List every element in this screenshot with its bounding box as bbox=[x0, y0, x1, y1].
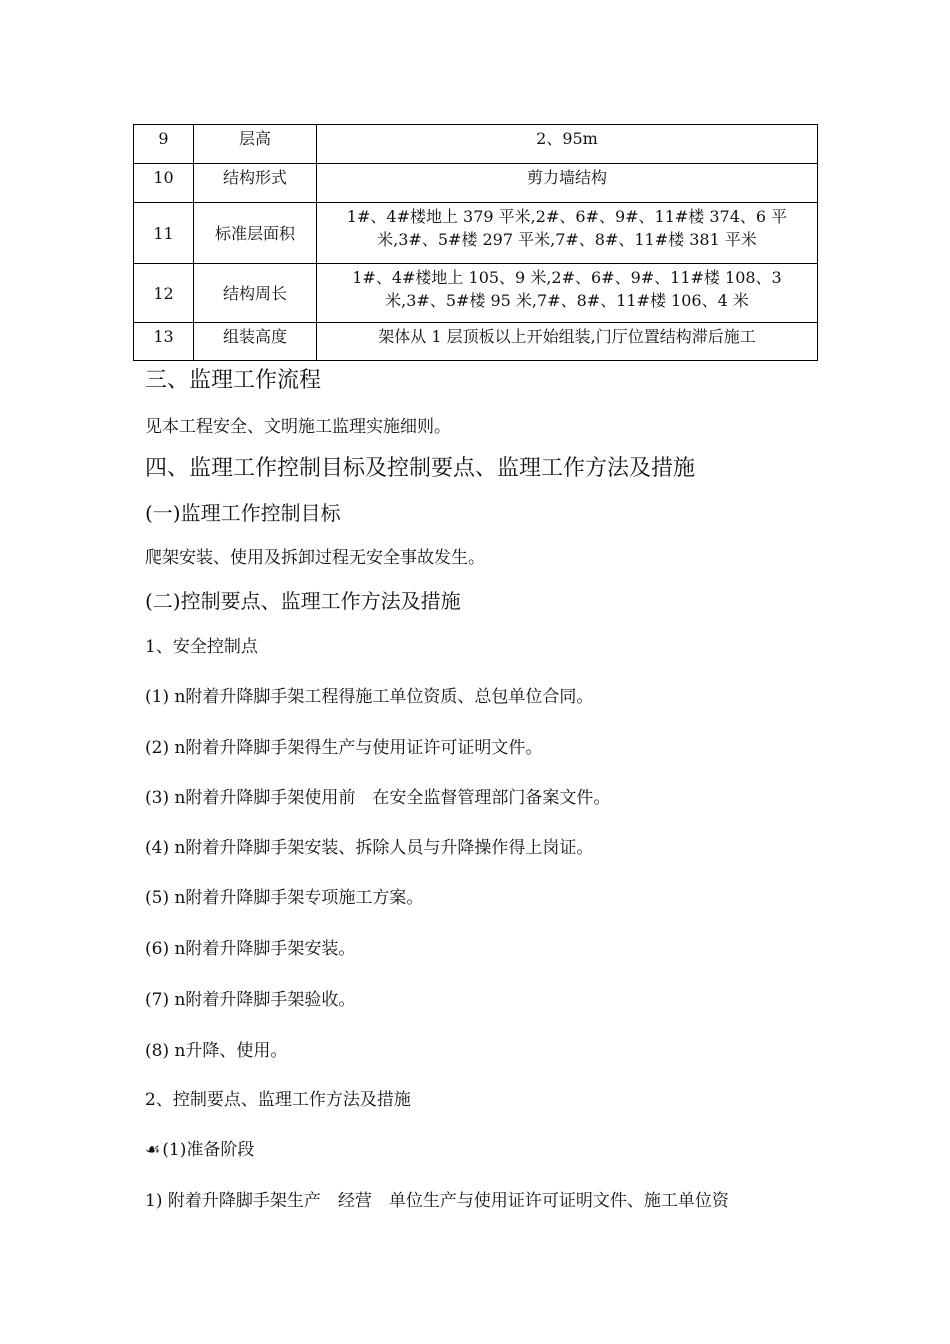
list-item: (4) n附着升降脚手架安装、拆除人员与升降操作得上岗证。 bbox=[145, 838, 594, 858]
list-item: (7) n附着升降脚手架验收。 bbox=[145, 990, 356, 1010]
row-item: 标准层面积 bbox=[194, 203, 317, 264]
list-item: (8) n升降、使用。 bbox=[145, 1041, 288, 1061]
row-item: 组装高度 bbox=[194, 323, 317, 361]
point2-heading: 2、控制要点、监理工作方法及措施 bbox=[145, 1090, 411, 1110]
subsection2-heading: (二)控制要点、监理工作方法及措施 bbox=[145, 589, 461, 613]
row-value-line: 1#、4#楼地上 105、9 米,2#、6#、9#、11#楼 108、3 bbox=[352, 268, 782, 287]
list-item: (3) n附着升降脚手架使用前 在安全监督管理部门备案文件。 bbox=[145, 788, 611, 808]
row-value: 剪力墙结构 bbox=[317, 164, 818, 203]
stage-text: 1) 附着升降脚手架生产 经营 单位生产与使用证许可证明文件、施工单位资 bbox=[145, 1191, 729, 1211]
spec-table bbox=[133, 124, 818, 361]
section3-heading: 三、监理工作流程 bbox=[145, 368, 322, 393]
row-value-line: 米,3#、5#楼 297 平米,7#、8#、11#楼 381 平米 bbox=[377, 230, 757, 249]
floral-bullet-icon: ☙ bbox=[145, 1140, 161, 1160]
row-item: 结构周长 bbox=[194, 264, 317, 323]
list-item: (2) n附着升降脚手架得生产与使用证许可证明文件。 bbox=[145, 738, 543, 758]
section3-text: 见本工程安全、文明施工监理实施细则。 bbox=[145, 417, 451, 437]
row-number: 12 bbox=[134, 264, 194, 323]
row-number: 13 bbox=[134, 323, 194, 361]
row-value: 2、95m bbox=[317, 125, 818, 164]
row-value-line: 米,3#、5#楼 95 米,7#、8#、11#楼 106、4 米 bbox=[385, 291, 749, 310]
subsection1-heading: (一)监理工作控制目标 bbox=[145, 501, 341, 525]
subsection1-text: 爬架安装、使用及拆卸过程无安全事故发生。 bbox=[145, 548, 485, 568]
row-number: 11 bbox=[134, 203, 194, 264]
row-value: 架体从 1 层顶板以上开始组装,门厅位置结构滞后施工 bbox=[317, 323, 818, 361]
table-row bbox=[134, 264, 818, 323]
point1-heading: 1、安全控制点 bbox=[145, 637, 258, 657]
row-item: 结构形式 bbox=[194, 164, 317, 203]
stage-heading-text: (1)准备阶段 bbox=[162, 1140, 255, 1160]
table-row bbox=[134, 164, 818, 203]
table-row bbox=[134, 203, 818, 264]
row-item: 层高 bbox=[194, 125, 317, 164]
table-row bbox=[134, 323, 818, 361]
row-value bbox=[317, 264, 818, 323]
row-number: 10 bbox=[134, 164, 194, 203]
row-value-line: 1#、4#楼地上 379 平米,2#、6#、9#、11#楼 374、6 平 bbox=[346, 207, 788, 226]
list-item: (6) n附着升降脚手架安装。 bbox=[145, 939, 356, 959]
list-item: (1) n附着升降脚手架工程得施工单位资质、总包单位合同。 bbox=[145, 687, 594, 707]
section4-heading: 四、监理工作控制目标及控制要点、监理工作方法及措施 bbox=[145, 456, 696, 481]
row-number: 9 bbox=[134, 125, 194, 164]
row-value bbox=[317, 203, 818, 264]
list-item: (5) n附着升降脚手架专项施工方案。 bbox=[145, 888, 424, 908]
stage-heading bbox=[145, 1135, 254, 1160]
table-row bbox=[134, 125, 818, 164]
